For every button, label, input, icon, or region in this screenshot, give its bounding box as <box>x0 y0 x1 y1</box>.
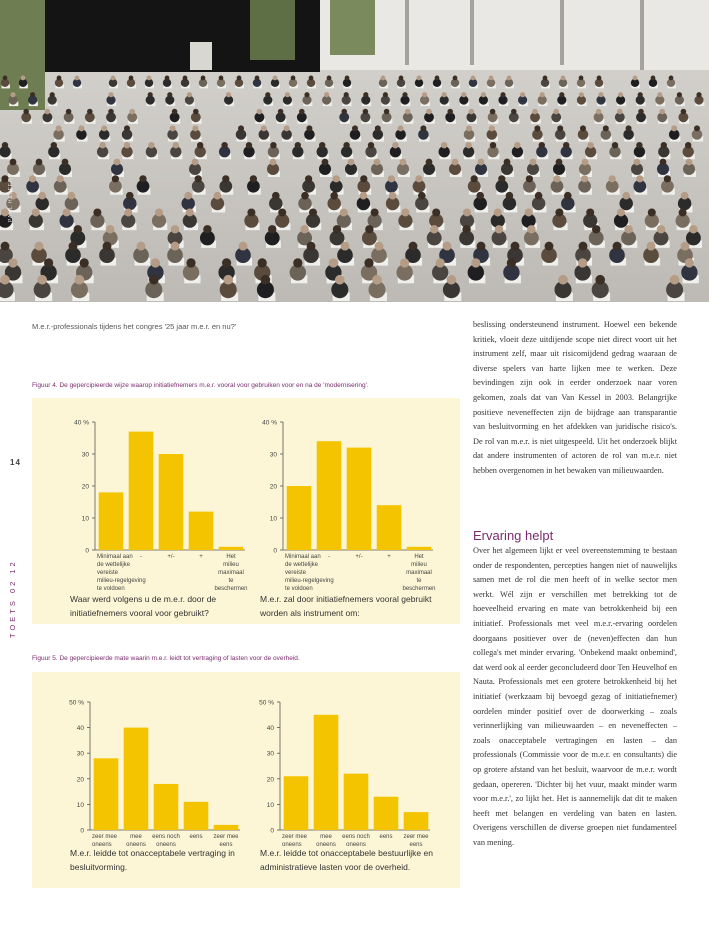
bar <box>314 715 339 830</box>
bar-chart-svg <box>245 404 445 592</box>
y-tick-label: 40 % <box>74 419 89 427</box>
y-tick-label: 0 <box>85 547 89 555</box>
y-tick-label: 0 <box>80 827 84 835</box>
y-tick-label: 30 <box>76 750 84 758</box>
figure-4-panel <box>32 398 460 624</box>
photo-caption: M.e.r.-professionals tijdens het congres '25 jaar m.e.r. en nu?' <box>32 322 237 331</box>
y-tick-label: 40 % <box>262 419 277 427</box>
category-label: zeer mee eens <box>403 834 429 848</box>
category-label: zeer mee eens <box>213 834 239 848</box>
bar <box>374 797 399 830</box>
body-text-bottom <box>473 544 677 850</box>
bar-chart-svg <box>57 404 257 592</box>
conference-photo <box>0 0 709 302</box>
photo-credit: PAUL HELFERS <box>8 173 14 222</box>
y-tick-label: 30 <box>266 750 274 758</box>
bar <box>377 505 402 550</box>
figure-4-title: Figuur 4. De gepercipieerde wijze waarop initiatiefnemers m.e.r. vooral voor gebruiken voor en na de 'modernisering'. <box>32 382 369 389</box>
figure-4-right-question: M.e.r. zal door initiatiefnemers vooral gebruikt worden als instrument om: <box>260 594 432 618</box>
bar <box>159 454 184 550</box>
figure-5-right-question: M.e.r. leidde tot onacceptabele bestuurlijke en administratieve lasten voor de overheid. <box>260 848 433 872</box>
category-label: eens <box>379 834 393 840</box>
figure-4-left-question: Waar werd volgens u de m.e.r. door de initiatiefnemers vooral voor gebruikt? <box>70 594 217 618</box>
bar <box>317 441 342 550</box>
figure-4-left-chart <box>57 404 257 591</box>
category-label: +/- <box>167 554 175 560</box>
y-tick-label: 0 <box>273 547 277 555</box>
category-label: +/- <box>355 554 363 560</box>
y-tick-label: 20 <box>269 483 277 491</box>
category-label: Het milieu maximaal te beschermen <box>402 554 436 592</box>
bar <box>129 432 154 550</box>
y-tick-label: 20 <box>76 776 84 784</box>
category-label: + <box>387 554 391 560</box>
y-tick-label: 20 <box>81 483 89 491</box>
bar <box>347 448 372 550</box>
y-tick-label: 10 <box>269 515 277 523</box>
category-label: eens <box>189 834 203 840</box>
bar <box>94 758 119 830</box>
figure-5-right-chart <box>242 684 442 871</box>
y-tick-label: 40 <box>76 725 84 733</box>
category-label: eens noch oneens <box>342 834 370 848</box>
y-tick-label: 30 <box>81 451 89 459</box>
figure-5-title: Figuur 5. De gepercipieerde mate waarin m.e.r. leidt tot vertraging of lasten voor de overheid. <box>32 655 300 662</box>
bar <box>404 812 429 830</box>
figure-5-left-question: M.e.r. leidde tot onacceptabele vertraging in besluitvorming. <box>70 848 235 872</box>
y-tick-label: 30 <box>269 451 277 459</box>
bar-chart-svg <box>52 684 252 866</box>
y-tick-label: 10 <box>81 515 89 523</box>
category-label: zeer mee oneens <box>282 834 308 848</box>
category-label: - <box>328 554 330 560</box>
bar <box>99 492 124 550</box>
bar <box>407 547 432 550</box>
category-label: eens noch oneens <box>152 834 180 848</box>
y-tick-label: 50 % <box>259 699 274 707</box>
y-tick-label: 50 % <box>69 699 84 707</box>
y-tick-label: 10 <box>76 801 84 809</box>
bar-chart-svg <box>242 684 442 866</box>
paragraph: beslissing ondersteunend instrument. Hoewel een bekende kritiek, vloeit deze uitdijende scope niet direct voort uit het instrument zelf, maar uit risicomijdend gedrag waaraan de diverse spelers van harte lijken mee te werken. Deze bevindingen zijn ook in eerder onderzoek naar voren gekomen, zoals dat van Van Kessel in 2003. Belangrijke positieve neveneffecten zijn de bijdrage aan transparantie van besluitvorming en het afdekken van juridische risico's. De rol van m.e.r. is niet uitgespeeld. Uit het onderzoek blijkt dat andere instrumenten of actoren de rol van m.e.r. niet hebben overgenomen in het bewaken van milieuwaarden. <box>473 320 677 475</box>
bar <box>219 547 244 550</box>
bar <box>184 802 209 830</box>
bar <box>284 776 309 830</box>
bar <box>344 774 369 830</box>
category-label: mee oneens <box>316 834 336 848</box>
figure-5-panel <box>32 672 460 888</box>
y-tick-label: 20 <box>266 776 274 784</box>
category-label: zeer mee oneens <box>92 834 118 848</box>
bar <box>189 512 214 550</box>
page-number: 14 <box>10 458 21 467</box>
bar <box>287 486 312 550</box>
category-label: + <box>199 554 203 560</box>
figure-4-right-chart <box>245 404 445 591</box>
bar <box>154 784 179 830</box>
category-label: Minimaal aan de wettelijke vereiste milieu-regelgeving te voldoen <box>97 554 146 592</box>
journal-name: TOETS 02 12 <box>8 559 17 638</box>
bar <box>214 825 239 830</box>
figure-5-left-chart <box>52 684 252 871</box>
y-tick-label: 10 <box>266 801 274 809</box>
conference-photo-illustration <box>0 0 709 302</box>
y-tick-label: 40 <box>266 725 274 733</box>
body-text-top <box>473 318 677 479</box>
paragraph: Over het algemeen lijkt er veel overeenstemming te bestaan onder de respondenten, percepties hangen niet of nauwelijks samen met de rol die men heeft of in welke sector men werkt. Wél zijn er verschillen met betrekking tot de hoeveelheid ervaring en mate van betrokkenheid bij een initiatief. Professionals met veel m.e.r.-ervaring oordelen doorgaans positiever over de (neven)effecten dan hun collega's met minder ervaring. 'Onbekend maakt onbemind', dat werd ook al eerder geconcludeerd door Ten Heuvelhof en Nauta. Professionals met een grotere betrokkenheid bij het initiatief (werkzaam bij bevoegd gezag of initiatiefnemer) oordelen minder positief over de doorwerking – zoals verinnerlijking van milieuwaarden – en neveneffecten – zoals onacceptabele vertragingen en lasten – dan professionals (Commissie voor de m.e.r. en consultants) die op grotere afstand van het besluit, waarvoor de m.e.r. wordt gedaan, opereren. 'Dichter bij het vuur, maakt minder warm voor m.e.r.', zo lijkt het. Het is aannemelijk dat dit te maken heeft met belangen en verdeling van baten en lasten. Overigens verschillen de diverse groepen niet fundamenteel van mening. <box>473 546 677 847</box>
category-label: Het milieu maximaal te beschermen <box>214 554 248 592</box>
y-tick-label: 0 <box>270 827 274 835</box>
category-label: - <box>140 554 142 560</box>
category-label: mee oneens <box>126 834 146 848</box>
category-label: Minimaal aan de wettelijke vereiste milieu-regelgeving te voldoen <box>285 554 334 592</box>
section-heading: Ervaring helpt <box>473 528 554 543</box>
bar <box>124 728 149 830</box>
